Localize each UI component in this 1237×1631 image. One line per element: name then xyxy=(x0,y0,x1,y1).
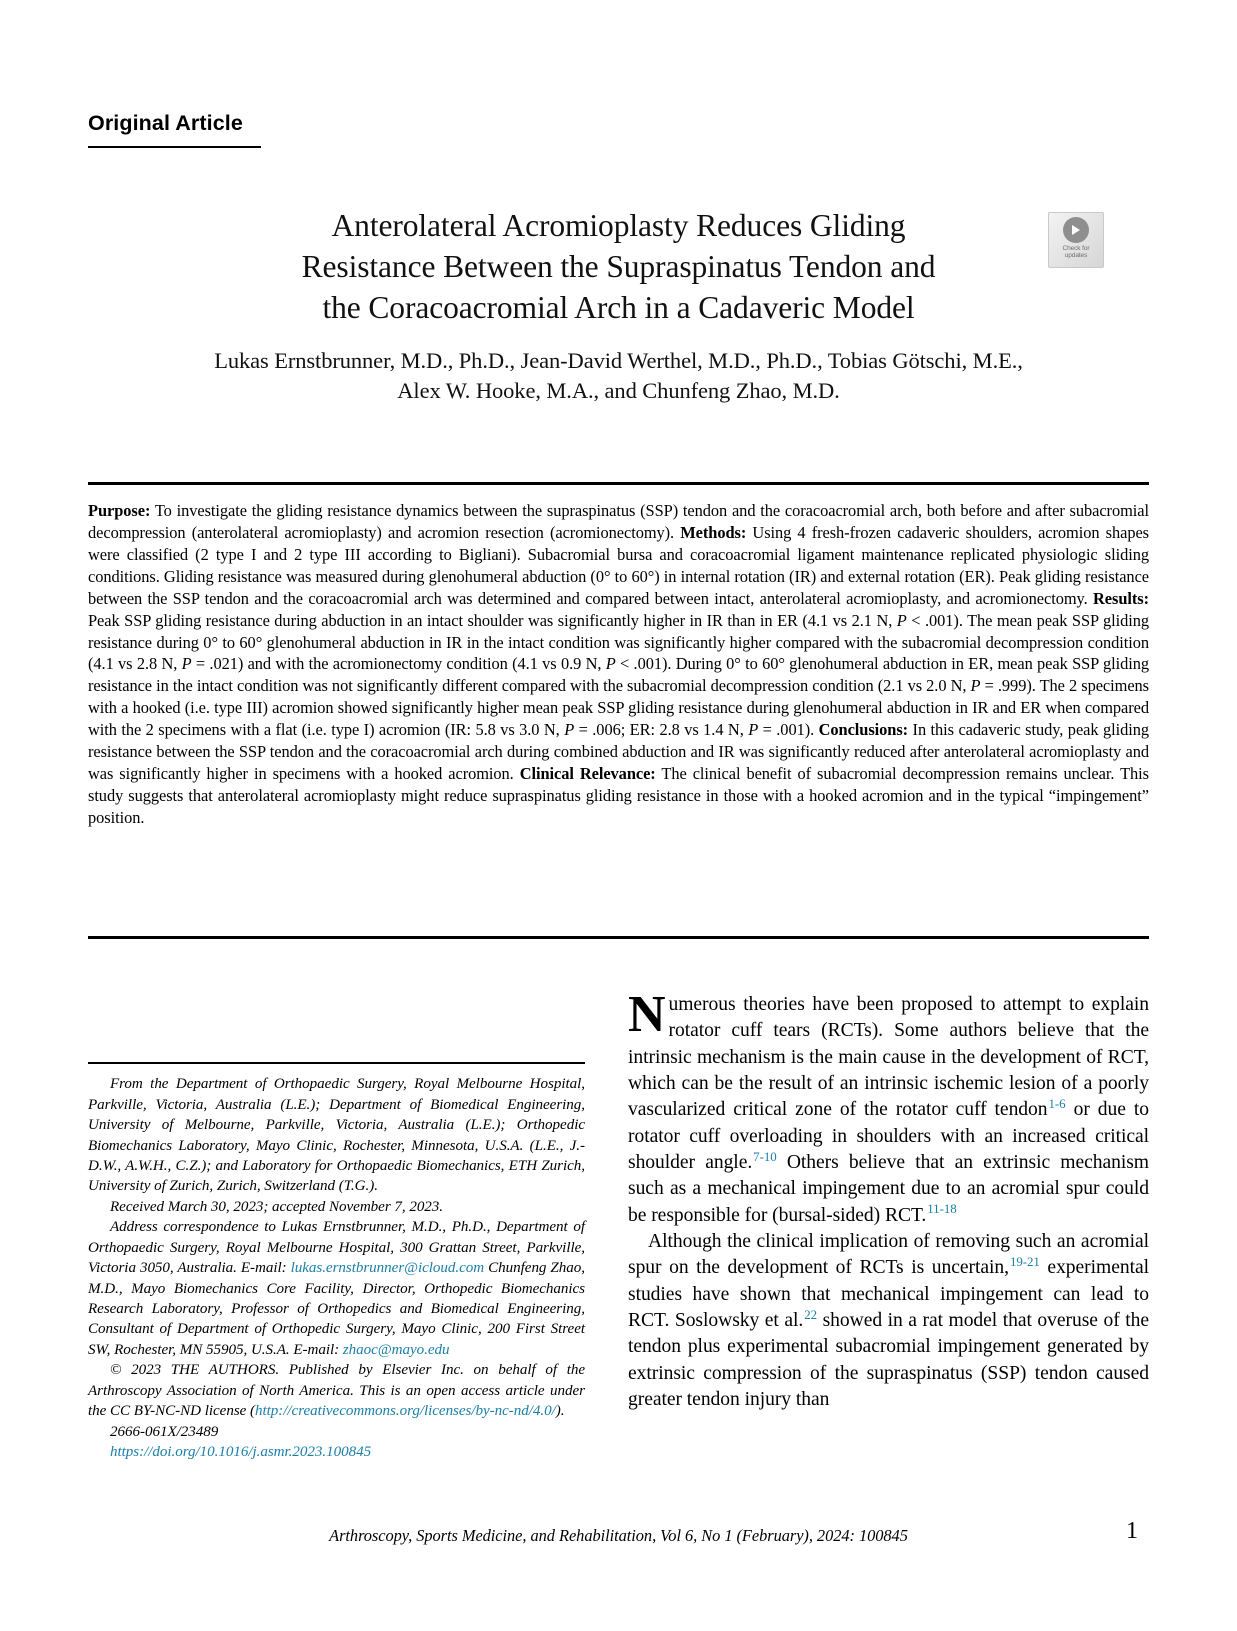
body-p2-b: experimental studies have shown that mechanical impingement can lead to RCT. Soslowsky et al. xyxy=(628,1257,1149,1332)
abstract-results-text-d: < .001). During 0° to 60° glenohumeral abduction in ER, mean peak SSP gliding resistance in the intact condition was not significantly different compared with the subacromial decompression condition (2.1 vs 2.0 N, xyxy=(88,654,1149,696)
crossmark-line2: updates xyxy=(1064,252,1088,260)
abstract-methods-text: Using 4 fresh-frozen cadaveric shoulders, acromion shapes were classified (2 type I and 2 type III according to Bigliani). Subacromial bursa and coracoacromial ligament maintenance replicated physiologic sliding conditions. Gliding resistance was measured during glenohumeral abduction (0° to 60°) in internal rotation (IR) and external rotation (ER). Peak gliding resistance between the SSP tendon and the coracoacromial arch was determined and compared between intact, anterolateral acromioplasty, and acromionectomy. xyxy=(88,522,1150,608)
abstract-conclusions-label: Conclusions: xyxy=(818,720,909,740)
citation-ref[interactable]: 19-21 xyxy=(1009,1253,1040,1269)
abstract-results-text-g: = .001). xyxy=(758,720,819,740)
correspondence-text-a: Address correspondence to Lukas Ernstbrunner, M.D., Ph.D., Department of Orthopaedic Surgery, Royal Melbourne Hospital, 300 Grattan Street, Parkville, Victoria 3050, Australia. E-mail: xyxy=(88,1219,585,1277)
abstract-results-text-c: = .021) and with the acromionectomy condition (4.1 vs 0.9 N, xyxy=(191,654,606,674)
received-paragraph: Received March 30, 2023; accepted November 7, 2023. xyxy=(110,1198,444,1215)
citation-ref[interactable]: 7-10 xyxy=(753,1148,777,1164)
abstract-results-label: Results: xyxy=(1093,588,1149,608)
copyright-paragraph xyxy=(88,1360,585,1421)
p-value-symbol: P xyxy=(748,720,759,740)
affiliations-paragraph: From the Department of Orthopaedic Surgery, Royal Melbourne Hospital, Parkville, Victoria, Australia (L.E.); Department of Biomedical Engineering, University of Melbourne, Parkville, Victoria, Australia (L.E.); Orthopedic Biomechanics Laboratory, Mayo Clinic, Rochester, Minnesota, U.S.A. (L.E., J.-D.W., A.W.H., C.Z.); and Laboratory for Orthopaedic Biomechanics, ETH Zurich, University of Zurich, Zurich, Switzerland (T.G.). xyxy=(88,1076,585,1195)
footnote-divider xyxy=(88,1062,585,1064)
journal-citation: Arthroscopy, Sports Medicine, and Rehabilitation, Vol 6, No 1 (February), 2024: 100845 xyxy=(329,1526,908,1545)
correspondence-paragraph xyxy=(88,1217,585,1360)
body-paragraph-2 xyxy=(628,1229,1149,1413)
page-number: 1 xyxy=(1126,1518,1138,1544)
title-line-2: Resistance Between the Supraspinatus Tendon and xyxy=(301,248,936,284)
page-footer xyxy=(0,1526,1237,1546)
footnote-text xyxy=(88,1074,585,1462)
abstract xyxy=(88,500,1149,829)
copyright-text-a: © 2023 THE AUTHORS. Published by Elsevier Inc. on behalf of the Arthroscopy Association of North America. This is an open access article under the CC BY-NC-ND license ( xyxy=(88,1362,585,1420)
kicker-divider xyxy=(88,146,261,149)
body-p2-c: showed in a rat model that overuse of the tendon plus experimental subacromial impingement generated by extrinsic compression of the supraspinatus (SSP) tendon caused greater tendon injury than xyxy=(628,1310,1149,1411)
abstract-top-rule xyxy=(88,482,1149,485)
citation-ref[interactable]: 1-6 xyxy=(1048,1095,1066,1111)
citation-ref[interactable]: 11-18 xyxy=(927,1201,957,1217)
drop-cap: N xyxy=(628,986,666,1043)
abstract-purpose-label: Purpose: xyxy=(88,501,151,520)
abstract-results-text-a: Peak SSP gliding resistance during abduction in an intact shoulder was significantly higher in IR than in ER (4.1 vs 2.1 N, xyxy=(88,610,897,630)
abstract-results-text-f: = .006; ER: 2.8 vs 1.4 N, xyxy=(574,720,749,740)
abstract-relevance-text: The clinical benefit of subacromial decompression remains unclear. This study suggests that anterolateral acromioplasty might reduce supraspinatus gliding resistance in those with a hooked acromion and in the typical “impingement” position. xyxy=(88,764,1149,827)
citation-ref[interactable]: 22 xyxy=(804,1306,818,1322)
p-value-symbol: P xyxy=(605,654,616,674)
p-value-symbol: P xyxy=(896,610,907,630)
title-line-1: Anterolateral Acromioplasty Reduces Gliding xyxy=(331,208,906,243)
body-p1-a: umerous theories have been proposed to attempt to explain rotator cuff tears (RCTs). Some authors believe that the intrinsic mechanism is the main cause in the development of RCT, which can be the result of an intrinsic ischemic lesion of a poorly vascularized critical zone of the rotator cuff tendon xyxy=(628,994,1149,1121)
issn-line: 2666-061X/23489 xyxy=(110,1423,219,1440)
abstract-results-text-e: = .999). The 2 specimens with a hooked (i.e. type III) acromion showed significantly higher mean peak SSP gliding resistance during glenohumeral abduction in IR and ER when compared with the 2 specimens with a flat (i.e. type I) acromion (IR: 5.8 vs 3.0 N, xyxy=(88,676,1150,740)
license-link[interactable]: http://creativecommons.org/licenses/by-nc-nd/4.0/ xyxy=(255,1403,556,1420)
abstract-methods-label: Methods: xyxy=(680,522,747,542)
article-type-header xyxy=(88,112,488,148)
abstract-conclusions-text: In this cadaveric study, peak gliding resistance between the SSP tendon and the coracoacromial arch during combined abduction and IR was significantly reduced after anterolateral acromioplasty and was significantly higher in specimens with a hooked acromion. xyxy=(88,720,1149,784)
abstract-results-text-b: < .001). The mean peak SSP gliding resistance during 0° to 60° glenohumeral abduction in IR in the intact condition was significantly higher compared with the subacromial decompression condition (4.1 vs 2.8 N, xyxy=(88,610,1149,674)
body-column xyxy=(628,986,1150,1414)
abstract-purpose-text: To investigate the gliding resistance dynamics between the supraspinatus (SSP) tendon and the coracoacromial arch, both before and after subacromial decompression (anterolateral acromioplasty) and acromion resection (acromionectomy). xyxy=(88,501,1149,542)
page-title xyxy=(88,206,1149,329)
body-p2-a: Although the clinical implication of removing such an acromial spur on the development of RCTs is uncertain, xyxy=(628,1231,1149,1279)
abstract-relevance-label: Clinical Relevance: xyxy=(519,764,656,784)
crossmark-line1: Check for xyxy=(1062,244,1090,252)
author-line-1: Lukas Ernstbrunner, M.D., Ph.D., Jean-David Werthel, M.D., Ph.D., Tobias Götschi, M.E., xyxy=(214,347,1023,373)
title-line-3: the Coracoacromial Arch in a Cadaveric Model xyxy=(322,289,915,325)
doi-link[interactable]: https://doi.org/10.1016/j.asmr.2023.100845 xyxy=(110,1444,372,1461)
correspondence-text-b: Chunfeng Zhao, M.D., Mayo Biomechanics Core Facility, Director, Orthopedic Biomechanics Research Laboratory, Professor of Orthopedics and Biomedical Engineering, Consultant of Department of Orthopedic Surgery, Mayo Clinic, 200 First Street SW, Rochester, MN 55905, U.S.A. E-mail: xyxy=(88,1260,585,1358)
email-link-primary[interactable]: lukas.ernstbrunner@icloud.com xyxy=(290,1260,485,1277)
author-list xyxy=(88,346,1149,406)
abstract-bottom-rule xyxy=(88,936,1149,939)
body-p1-b: or due to rotator cuff overloading in shoulders with an increased critical shoulder angle. xyxy=(628,1099,1150,1174)
copyright-text-b: ). xyxy=(555,1403,565,1420)
body-paragraph-1 xyxy=(628,986,1150,1229)
body-p1-c: Others believe that an extrinsic mechanism such as a mechanical impingement due to an acromial spur could be responsible for (bursal-sided) RCT. xyxy=(628,1152,1149,1226)
p-value-symbol: P xyxy=(564,720,575,740)
author-line-2: Alex W. Hooke, M.A., and Chunfeng Zhao, M.D. xyxy=(397,377,840,403)
p-value-symbol: P xyxy=(181,654,192,674)
title-block xyxy=(88,206,1149,406)
footnote-column xyxy=(88,1062,585,1463)
email-link-secondary[interactable]: zhaoc@mayo.edu xyxy=(342,1341,450,1358)
p-value-symbol: P xyxy=(970,676,981,696)
article-type-label: Original Article xyxy=(88,111,243,135)
